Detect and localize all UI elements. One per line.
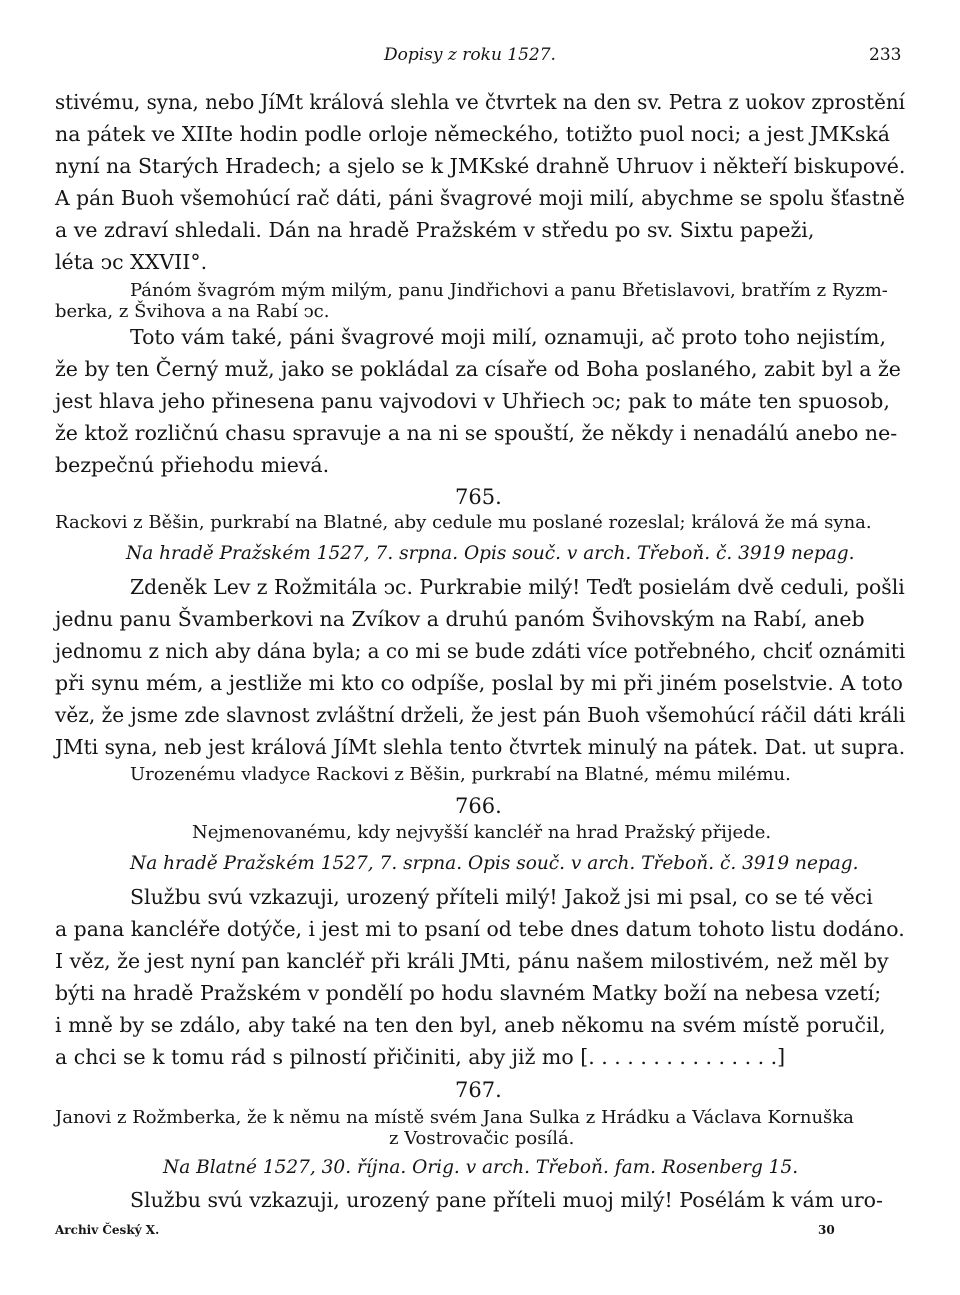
- text-line: jednomu z nich aby dána byla; a co mi se bude zdáti více potřebného, chciť oznámiti: [55, 639, 906, 663]
- text-line: věz, že jsme zde slavnost zvláštní drželi, že jest pán Buoh všemohúcí ráčil dáti králi: [55, 703, 906, 727]
- letter-number: 765.: [455, 485, 502, 509]
- text-line: a pana kancléře dotýče, i jest mi to psaní od tebe dnes datum tohoto listu dodáno.: [55, 917, 905, 941]
- text-line: na pátek ve XIIte hodin podle orloje německého, totižto puol noci; a jest JMKská: [55, 122, 891, 146]
- letter-number: 766.: [455, 794, 502, 818]
- letter-summary: Janovi z Rožmberka, že k němu na místě svém Jana Sulka z Hrádku a Václava Kornuška: [55, 1107, 854, 1128]
- text-line: býti na hradě Pražském v pondělí po hodu slavném Matky boží na nebesa vzetí;: [55, 981, 882, 1005]
- address-line: Pánóm švagróm mým milým, panu Jindřichovi a panu Břetislavovi, bratřím z Ryzm-: [130, 280, 888, 301]
- footer-signature: Archiv Český X.: [55, 1223, 160, 1237]
- letter-source: Na Blatné 1527, 30. října. Orig. v arch. Třeboň. fam. Rosenberg 15.: [163, 1157, 799, 1178]
- running-header-title: Dopisy z roku 1527.: [384, 45, 556, 65]
- text-line: stivému, syna, nebo JíMt králová slehla ve čtvrtek na den sv. Petra z uokov zprostění: [55, 90, 905, 114]
- text-line: léta ͻc XXVII°.: [55, 250, 208, 274]
- text-line: Službu svú vzkazuji, urozený příteli milý! Jakož jsi mi psal, co se té věci: [130, 885, 873, 909]
- text-line: při synu mém, a jestliže mi kto co odpíše, poslal by mi při jiném poselstvie. A toto: [55, 671, 903, 695]
- page-number: 233: [869, 45, 902, 65]
- text-line: jest hlava jeho přinesena panu vajvodovi v Uhřiech ͻc; pak to máte ten spuosob,: [55, 389, 890, 413]
- text-line: a ve zdraví shledali. Dán na hradě Pražském v středu po sv. Sixtu papeži,: [55, 218, 815, 242]
- text-line: jednu panu Švamberkovi na Zvíkov a druhú panóm Švihovským na Rabí, aneb: [55, 607, 865, 631]
- address-line: berka, z Švihova a na Rabí ͻc.: [55, 301, 330, 322]
- text-line: A pán Buoh všemohúcí rač dáti, páni švagrové moji milí, abychme se spolu šťastně: [55, 186, 905, 210]
- text-line: Zdeněk Lev z Rožmitála ͻc. Purkrabie milý! Teďt posielám dvě ceduli, pošli: [130, 575, 905, 599]
- letter-summary: Rackovi z Běšin, purkrabí na Blatné, aby cedule mu poslané rozeslal; králová že má syna.: [55, 512, 872, 533]
- text-line: a chci se k tomu rád s pilností přičiniti, aby již mo [. . . . . . . . . . . . . . .]: [55, 1045, 786, 1069]
- letter-summary: Nejmenovanému, kdy nejvyšší kancléř na hrad Pražský přijede.: [192, 822, 772, 843]
- text-line: že by ten Černý muž, jako se pokládal za císaře od Boha poslaného, zabit byl a že: [55, 357, 901, 381]
- text-line: Toto vám také, páni švagrové moji milí, oznamuji, ač proto toho nejistím,: [130, 325, 887, 349]
- letter-source: Na hradě Pražském 1527, 7. srpna. Opis souč. v arch. Třeboň. č. 3919 nepag.: [130, 853, 859, 874]
- text-line: nyní na Starých Hradech; a sjelo se k JMKské drahně Uhruov i někteří biskupové.: [55, 154, 906, 178]
- letter-summary: z Vostrovačic posílá.: [389, 1128, 575, 1149]
- text-line: JMti syna, neb jest králová JíMt slehla tento čtvrtek minulý na pátek. Dat. ut supra.: [55, 735, 906, 759]
- text-line: i mně by se zdálo, aby také na ten den byl, aneb někomu na svém místě poručil,: [55, 1013, 886, 1037]
- address-line: Urozenému vladyce Rackovi z Běšin, purkrabí na Blatné, mému milému.: [130, 764, 791, 785]
- text-line: bezpečnú přiehodu mievá.: [55, 453, 330, 477]
- letter-number: 767.: [455, 1078, 502, 1102]
- text-line: I věz, že jest nyní pan kancléř při králi JMti, pánu našem milostivém, než měl by: [55, 949, 889, 973]
- sheet-number: 30: [818, 1223, 835, 1237]
- text-line: že ktož rozličnú chasu spravuje a na ni se spouští, že někdy i nenadálú anebo ne-: [55, 421, 898, 445]
- text-line: Službu svú vzkazuji, urozený pane příteli muoj milý! Posélám k vám uro-: [130, 1188, 883, 1212]
- letter-source: Na hradě Pražském 1527, 7. srpna. Opis souč. v arch. Třeboň. č. 3919 nepag.: [126, 543, 855, 564]
